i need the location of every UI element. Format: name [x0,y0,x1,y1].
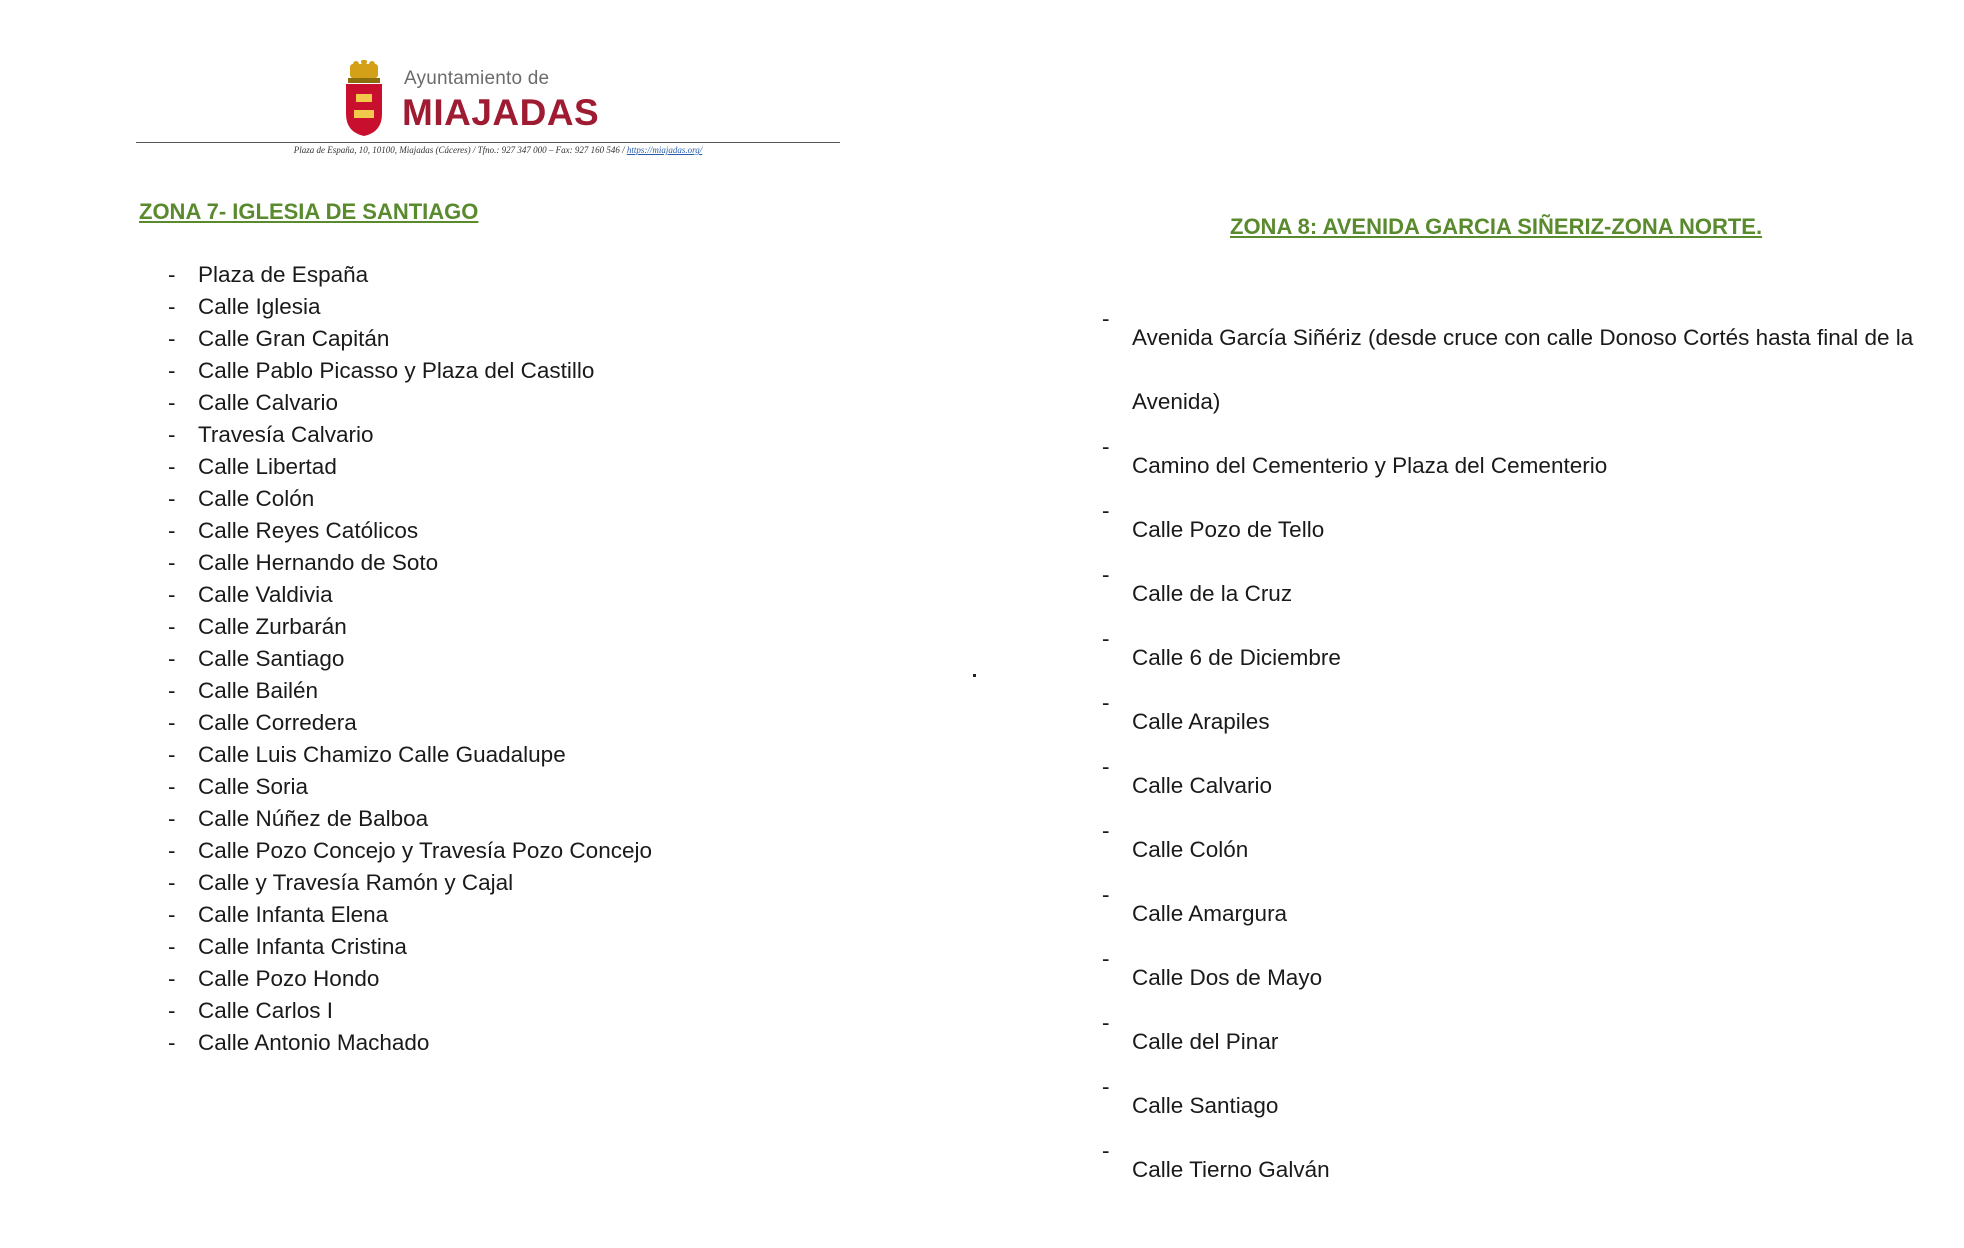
list-item [1102,882,1932,946]
bullet-dash: - [168,710,176,735]
zone7-title: ZONA 7- IGLESIA DE SANTIAGO [139,199,479,224]
bullet-dash: - [168,870,176,895]
street-name: Calle Pozo Hondo [198,966,380,991]
street-name: Calle del Pinar [1132,1029,1279,1054]
address-line [136,145,840,155]
bullet-dash: - [168,358,176,383]
bullet-dash: - [168,294,176,319]
org-subtitle: Ayuntamiento de [404,68,550,89]
bullet-dash: - [168,646,176,671]
bullet-dash: - [168,582,176,607]
street-name: Calle Núñez de Balboa [198,806,429,831]
street-name: Calle Colón [198,486,315,511]
street-name: Calle Pozo Concejo y Travesía Pozo Concejo [198,838,652,863]
zone8-street-list [1102,306,1932,1202]
bullet-dash: - [1102,882,1110,907]
bullet-dash: - [168,998,176,1023]
bullet-dash: - [1102,306,1110,331]
street-name: Calle Gran Capitán [198,326,390,351]
street-name: Calle Carlos I [198,998,334,1023]
bullet-dash: - [168,262,176,287]
street-name: Calle Luis Chamizo Calle Guadalupe [198,742,566,767]
bullet-dash: - [168,1030,176,1055]
street-name: Calle Infanta Elena [198,902,389,927]
bullet-dash: - [168,806,176,831]
list-item [1102,434,1932,498]
street-name: Calle Arapiles [1132,709,1270,734]
street-name: Calle Santiago [198,646,345,671]
bullet-dash: - [168,550,176,575]
list-item [1102,818,1932,882]
street-name: Plaza de España [198,262,369,287]
letterhead [136,56,840,155]
bullet-dash: - [168,838,176,863]
bullet-dash: - [168,614,176,639]
bullet-dash: - [168,486,176,511]
street-name: Calle Pablo Picasso y Plaza del Castillo [198,358,595,383]
street-name: Calle Colón [1132,837,1249,862]
street-name: Calle Calvario [1132,773,1273,798]
bullet-dash: - [168,742,176,767]
list-item [1102,1074,1932,1138]
street-name: Calle Tierno Galván [1132,1157,1330,1182]
street-name: Calle Zurbarán [198,614,347,639]
bullet-dash: - [1102,562,1110,587]
street-name: Calle Dos de Mayo [1132,965,1323,990]
street-name: Calle Amargura [1132,901,1288,926]
bullet-dash: - [168,966,176,991]
street-name: Calle Infanta Cristina [198,934,407,959]
street-name: Calle Valdivia [198,582,333,607]
stray-dot [973,674,976,677]
org-name: MIAJADAS [402,92,600,133]
zone8-title: ZONA 8: AVENIDA GARCIA SIÑERIZ-ZONA NORTE. [1230,214,1763,239]
street-name: Calle Iglesia [198,294,321,319]
bullet-dash: - [168,326,176,351]
street-name: Calle Pozo de Tello [1132,517,1325,542]
bullet-dash: - [1102,946,1110,971]
list-item [1102,754,1932,818]
street-name: Calle Corredera [198,710,357,735]
list-item [1102,562,1932,626]
street-name: Avenida García Siñériz (desde cruce con calle Donoso Cortés hasta final de la Avenida) [1132,325,1914,414]
list-item [1102,946,1932,1010]
street-name: Calle y Travesía Ramón y Cajal [198,870,514,895]
street-name: Calle de la Cruz [1132,581,1293,606]
street-name: Calle Antonio Machado [198,1030,430,1055]
bullet-dash: - [1102,690,1110,715]
list-item [1102,498,1932,562]
list-item [1102,690,1932,754]
bullet-dash: - [168,518,176,543]
bullet-dash: - [1102,626,1110,651]
street-name: Calle Reyes Católicos [198,518,419,543]
street-name: Calle 6 de Diciembre [1132,645,1341,670]
bullet-dash: - [168,934,176,959]
bullet-dash: - [168,422,176,447]
header-divider [136,142,840,143]
bullet-dash: - [168,774,176,799]
bullet-dash: - [1102,1010,1110,1035]
bullet-dash: - [1102,818,1110,843]
bullet-dash: - [168,390,176,415]
list-item [1102,1010,1932,1074]
list-item [1102,626,1932,690]
list-item [1102,1138,1932,1202]
bullet-dash: - [1102,1138,1110,1163]
street-name: Camino del Cementerio y Plaza del Cementerio [1132,453,1608,478]
bullet-dash: - [168,902,176,927]
street-name: Calle Soria [198,774,309,799]
street-name: Travesía Calvario [198,422,374,447]
logo [136,56,840,142]
bullet-dash: - [1102,754,1110,779]
street-name: Calle Hernando de Soto [198,550,439,575]
bullet-dash: - [1102,434,1110,459]
bullet-dash: - [1102,1074,1110,1099]
website-link[interactable]: https://miajadas.org/ [626,145,703,155]
bullet-dash: - [168,454,176,479]
street-name: Calle Bailén [198,678,319,703]
address-text: Plaza de España, 10, 10100, Miajadas (Cáceres) / Tfno.: 927 347 000 – Fax: 927 160 546 / [293,145,627,155]
street-name: Calle Santiago [1132,1093,1279,1118]
bullet-dash: - [168,678,176,703]
street-name: Calle Libertad [198,454,337,479]
street-name: Calle Calvario [198,390,339,415]
bullet-dash: - [1102,498,1110,523]
list-item [1102,306,1932,434]
coat-of-arms-icon [342,60,386,138]
